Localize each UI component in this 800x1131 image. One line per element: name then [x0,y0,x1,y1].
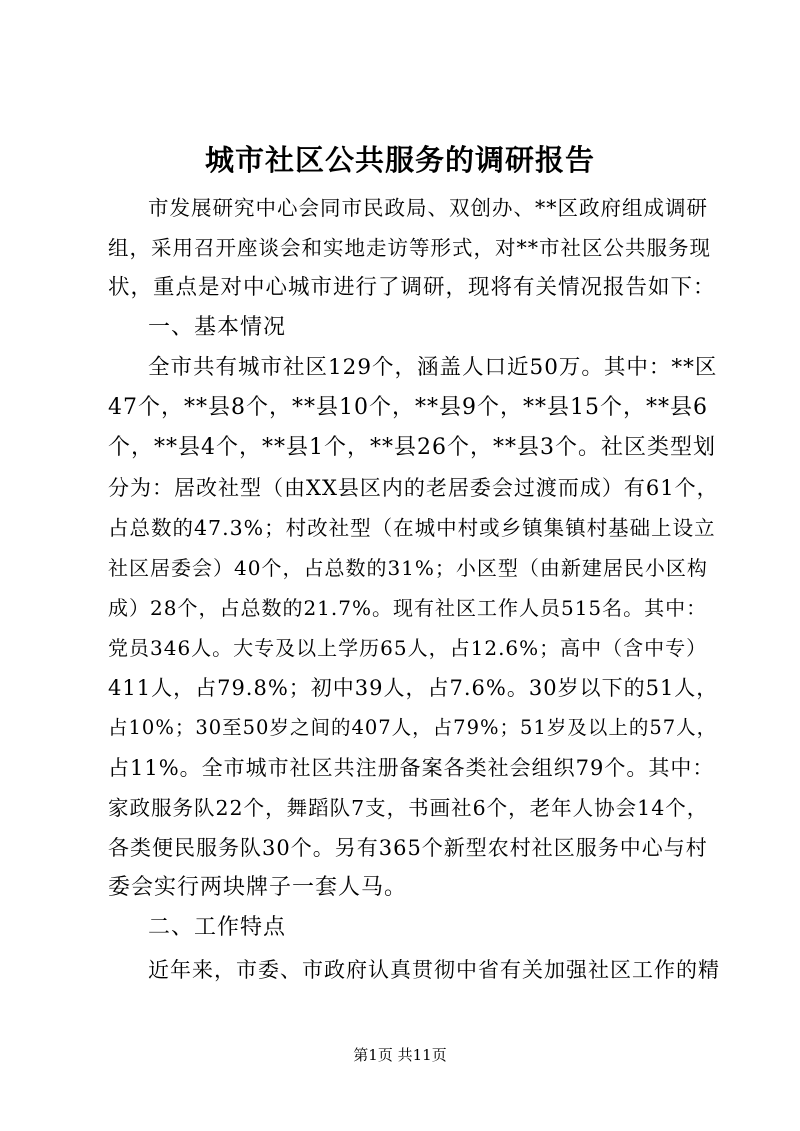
body-line-11: 成）28个，占总数的21.7%。现有社区工作人员515名。其中： [108,596,708,620]
body-line-6: 47个，**县8个，**县10个，**县9个，**县15个，**县6 [108,395,708,420]
document-title: 城市社区公共服务的调研报告 [204,143,595,177]
body-line-17: 各类便民服务队30个。另有365个新型农村社区服务中心与村 [108,836,708,860]
body-line-16: 家政服务队22个，舞蹈队7支，书画社6个，老年人协会14个， [108,796,709,820]
body-line-10: 社区居委会）40个，占总数的31%；小区型（由新建居民小区构 [108,556,708,580]
body-line-13: 411人，占79.8%；初中39人，占7.6%。30岁以下的51人， [108,676,719,700]
body-line-9: 占总数的47.3%；村改社型（在城中村或乡镇集镇村基础上设立 [108,516,716,540]
body-line-12: 党员346人。大专及以上学历65人，占12.6%；高中（含中专） [108,636,708,660]
section-heading-basic: 一、基本情况 [148,315,287,340]
section-heading-features: 二、工作特点 [148,915,287,940]
body-line-15: 占11%。全市城市社区共注册备案各类社会组织79个。其中： [108,756,715,780]
body-line-2: 组，采用召开座谈会和实地走访等形式，对**市社区公共服务现 [108,236,711,260]
body-line-14: 占10%；30至50岁之间的407人，占79%；51岁及以上的57人， [108,716,718,739]
body-line-7: 个，**县4个，**县1个，**县26个，**县3个。社区类型划 [108,435,716,460]
body-line-5: 全市共有城市社区129个，涵盖人口近50万。其中：**区 [148,355,718,380]
page-footer: 第1页 共11页 [353,1046,447,1064]
body-line-18: 委会实行两块牌子一套人马。 [108,875,408,900]
body-line-3: 状，重点是对中心城市进行了调研，现将有关情况报告如下： [108,275,716,300]
body-line-1: 市发展研究中心会同市民政局、双创办、**区政府组成调研 [148,196,708,220]
body-line-20: 近年来，市委、市政府认真贯彻中省有关加强社区工作的精 [148,958,720,982]
body-line-8: 分为：居改社型（由XX县区内的老居委会过渡而成）有61个， [108,476,719,500]
